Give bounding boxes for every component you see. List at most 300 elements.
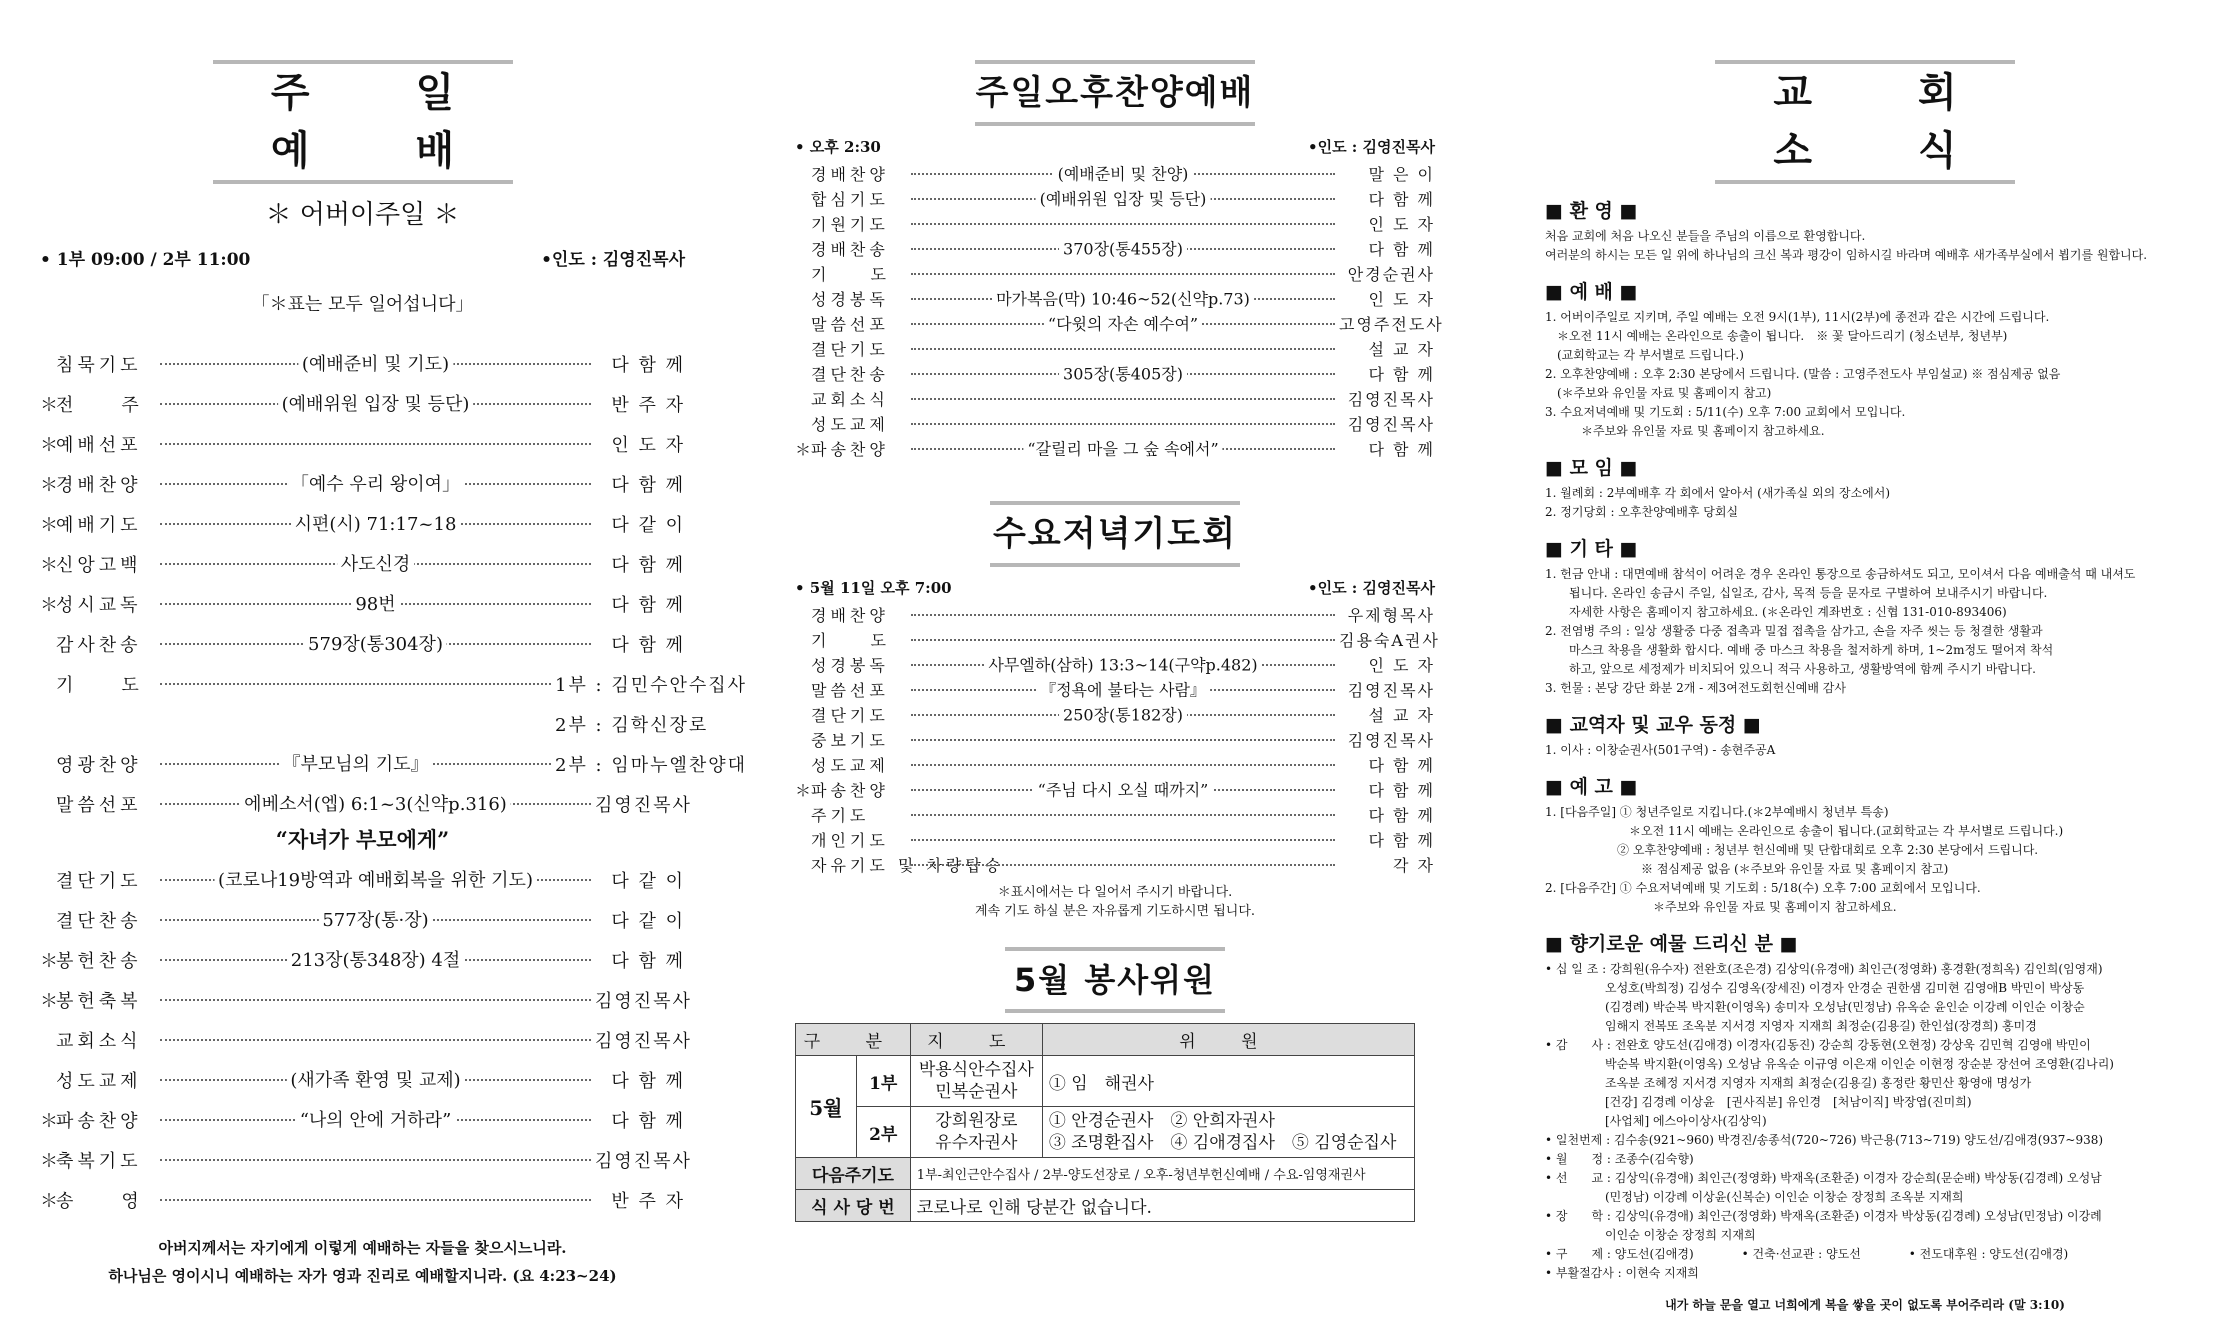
sunday-order-list bbox=[40, 344, 685, 664]
order-mark: ＊ bbox=[40, 991, 58, 1012]
list-item: ② 오후찬양예배 : 청년부 헌신예배 및 단합대회로 오후 2:30 본당에서 드립니다. bbox=[1545, 843, 2039, 857]
dotted-leader bbox=[911, 680, 1335, 699]
offering-list bbox=[1545, 960, 2185, 1283]
order-who: 말 은 이 bbox=[1368, 165, 1435, 184]
list-item: 오성호(박희정) 김성수 김영옥(장세진) 이경자 안경순 권한샘 김미현 김영애B 박민이 박상동 bbox=[1545, 981, 2085, 995]
order-who: 다 함 께 bbox=[611, 635, 685, 656]
order-name: 예배기도 bbox=[56, 515, 142, 536]
order-row bbox=[795, 386, 1435, 411]
order-name: 성경봉독 bbox=[811, 290, 889, 309]
list-item: ※ 점심제공 없음 (＊주보와 유인물 자료 및 홈페이지 참고) bbox=[1545, 862, 1949, 876]
wednesday-info bbox=[795, 577, 1435, 598]
volunteers-title-box bbox=[1005, 947, 1225, 1013]
order-who: 다 함 께 bbox=[1368, 781, 1435, 800]
list-item: 여러분의 하시는 모든 일 위에 하나님의 크신 복과 평강이 임하시길 바라며 예배후 새가족부실에서 뵙기를 원합니다. bbox=[1545, 248, 2148, 262]
lead-cell: 강희원장로 유수자권사 bbox=[910, 1107, 1042, 1158]
list-item: • 부활절감사 : 이현숙 지재희 bbox=[1545, 1266, 1699, 1280]
list-item: 1. 어버이주일로 지키며, 주일 예배는 오전 9시(1부), 11시(2부)에 종전과 같은 시간에 드립니다. bbox=[1545, 310, 2050, 324]
dotted-leader bbox=[911, 189, 1335, 208]
dotted-leader bbox=[160, 1039, 591, 1041]
order-mark: ＊ bbox=[795, 781, 812, 800]
order-name: 경배찬양 bbox=[56, 475, 142, 496]
lead-cell: 박용식안수집사 민복순권사 bbox=[910, 1056, 1042, 1107]
order-who: 김영진목사 bbox=[595, 991, 692, 1012]
order-name: 기 도 bbox=[56, 675, 143, 696]
order-name: 침묵기도 bbox=[56, 355, 142, 376]
dotted-leader bbox=[911, 439, 1335, 458]
order-detail: 579장(통304장) bbox=[304, 630, 447, 656]
order-who: 다 같 이 bbox=[611, 871, 685, 892]
order-row bbox=[795, 211, 1435, 236]
order-who: 김영진목사 bbox=[1347, 390, 1435, 409]
order-row bbox=[40, 900, 685, 940]
dotted-leader bbox=[911, 814, 1335, 816]
wednesday-order-list bbox=[795, 602, 1440, 877]
staff-list bbox=[1545, 741, 2185, 760]
order-row bbox=[40, 544, 685, 584]
worship-heading: ■ 예 배 ■ bbox=[1545, 281, 1638, 303]
members-cell: ① 임 해권사 bbox=[1042, 1056, 1414, 1107]
next-prayer-label: 다음주기도 bbox=[796, 1158, 911, 1190]
order-detail: “주님 다시 오실 때까지” bbox=[1034, 777, 1213, 800]
order-detail: 에베소서(엡) 6:1~3(신약p.316) bbox=[240, 790, 511, 816]
dotted-leader bbox=[911, 764, 1335, 766]
order-who: 다 함 께 bbox=[1368, 806, 1435, 825]
list-item: • 장 학 : 김상익(유경애) 최인근(정영화) 박재옥(조환준) 이경자 박상동(김경례) 오성남(민정남) 이강례 bbox=[1545, 1209, 2102, 1223]
order-who: 김영진목사 bbox=[1347, 415, 1435, 434]
order-name: 송 영 bbox=[56, 1191, 143, 1212]
order-row bbox=[795, 361, 1435, 386]
order-row bbox=[795, 802, 1435, 827]
order-who: 반 주 자 bbox=[611, 395, 685, 416]
order-row bbox=[40, 1180, 685, 1220]
order-who: 김영진목사 bbox=[1347, 731, 1435, 750]
order-who: 다 함 께 bbox=[611, 595, 685, 616]
order-name: 경배찬양 bbox=[811, 606, 889, 625]
news-column bbox=[1545, 60, 2185, 1319]
order-row bbox=[795, 677, 1435, 702]
order-name: 성도교제 bbox=[811, 756, 889, 775]
order-who: 다 함 께 bbox=[611, 475, 685, 496]
order-name: 신앙고백 bbox=[56, 555, 142, 576]
order-row bbox=[40, 384, 685, 424]
list-item: 2. 오후찬양예배 : 오후 2:30 본당에서 드립니다. (말씀 : 고영주전도사 부임설교) ※ 점심제공 없음 bbox=[1545, 367, 2061, 381]
order-detail: 577장(통·장) bbox=[318, 906, 432, 932]
welcome-heading: ■ 환 영 ■ bbox=[1545, 200, 1638, 222]
dotted-leader bbox=[160, 870, 591, 891]
order-who: 다 함 께 bbox=[611, 1111, 685, 1132]
dotted-leader bbox=[911, 273, 1335, 275]
sunday-worship-title-box bbox=[213, 60, 513, 184]
list-item: 처음 교회에 처음 나오신 분들을 주님의 이름으로 환영합니다. bbox=[1545, 229, 1866, 243]
dotted-leader bbox=[160, 1199, 591, 1201]
order-name: 결단기도 bbox=[811, 706, 889, 725]
order-name: 파송찬양 bbox=[56, 1111, 142, 1132]
order-detail: (새가족 환영 및 교제) bbox=[286, 1066, 464, 1092]
dotted-leader bbox=[160, 1110, 591, 1131]
order-name: 경배찬양 bbox=[811, 165, 889, 184]
order-who: 다 함 께 bbox=[1368, 190, 1435, 209]
order-mark: ＊ bbox=[40, 951, 58, 972]
dotted-leader bbox=[911, 864, 1335, 866]
order-row bbox=[795, 852, 1435, 877]
order-row bbox=[795, 827, 1435, 852]
order-row bbox=[40, 464, 685, 504]
news-title-box bbox=[1715, 60, 2015, 184]
order-detail: 「예수 우리 왕이여」 bbox=[287, 470, 464, 496]
afternoon-info bbox=[795, 136, 1435, 157]
order-row bbox=[40, 584, 685, 624]
staff-heading: ■ 교역자 및 교우 동정 ■ bbox=[1545, 714, 1761, 736]
sermon-title: “자녀가 부모에게” bbox=[275, 827, 450, 852]
order-who: 우제형목사 bbox=[1347, 606, 1435, 625]
standing-note: 「＊표는 모두 일어섭니다」 bbox=[251, 294, 474, 315]
order-name: 말씀선포 bbox=[56, 795, 142, 816]
order-row bbox=[795, 336, 1435, 361]
order-detail: 사도신경 bbox=[337, 550, 415, 576]
order-mark: ＊ bbox=[40, 1111, 58, 1132]
middle-column bbox=[795, 60, 1444, 1222]
order-row bbox=[795, 161, 1435, 186]
order-name: 기 도 bbox=[811, 631, 890, 650]
order-row bbox=[795, 186, 1435, 211]
dotted-leader bbox=[911, 739, 1335, 741]
order-row bbox=[40, 424, 685, 464]
offering-heading: ■ 향기로운 예물 드리신 분 ■ bbox=[1545, 933, 1798, 955]
dotted-leader bbox=[160, 754, 551, 775]
dotted-leader bbox=[160, 1159, 591, 1161]
order-row bbox=[795, 311, 1444, 336]
order-detail: 250장(통182장) bbox=[1059, 702, 1187, 725]
order-row bbox=[795, 436, 1435, 461]
order-who: 인 도 자 bbox=[611, 435, 685, 456]
order-detail: (예배준비 및 기도) bbox=[298, 350, 453, 376]
order-name: 말씀선포 bbox=[811, 681, 889, 700]
list-item: 3. 수요저녁예배 및 기도회 : 5/11(수) 오후 7:00 교회에서 모입니다. bbox=[1545, 405, 1906, 419]
dotted-leader bbox=[160, 910, 591, 931]
order-mark: ＊ bbox=[795, 440, 812, 459]
order-who: 2부 : 임마누엘찬양대 bbox=[555, 755, 748, 776]
order-name: 교회소식 bbox=[56, 1031, 142, 1052]
list-item: 하고, 앞으로 세정제가 비치되어 있으니 적극 사용하고, 생활방역에 함께 주시기 바랍니다. bbox=[1545, 662, 2036, 676]
order-detail: 사무엘하(삼하) 13:3~14(구약p.482) bbox=[984, 652, 1261, 675]
order-name: 합심기도 bbox=[811, 190, 889, 209]
order-row bbox=[40, 940, 685, 980]
dotted-leader bbox=[160, 999, 591, 1001]
dotted-leader bbox=[911, 655, 1335, 674]
dotted-leader bbox=[911, 348, 1335, 350]
order-who: 2부 : 김학신장로 bbox=[555, 715, 709, 736]
list-item: ＊주보와 유인물 자료 및 홈페이지 참고하세요. bbox=[1545, 424, 1825, 438]
order-name: 기원기도 bbox=[811, 215, 889, 234]
list-item: 2. 전염병 주의 : 일상 생활중 다중 접촉과 밀접 접촉을 삼가고, 손을 자주 씻는 등 청결한 생활과 bbox=[1545, 624, 2043, 638]
dotted-leader bbox=[911, 223, 1335, 225]
dotted-leader bbox=[911, 364, 1335, 383]
order-who: 다 함 께 bbox=[611, 355, 685, 376]
order-row bbox=[40, 344, 685, 384]
list-item: ＊오전 11시 예배는 온라인으로 송출이 됩니다.(교회학교는 각 부서별로 드립니다.) bbox=[1545, 824, 2064, 838]
notice-heading: ■ 예 고 ■ bbox=[1545, 776, 1638, 798]
order-name: 개인기도 bbox=[811, 831, 889, 850]
order-row bbox=[40, 664, 748, 704]
order-row bbox=[40, 1060, 685, 1100]
etc-heading: ■ 기 타 ■ bbox=[1545, 538, 1638, 560]
list-item: 1. 월례회 : 2부예배후 각 회에서 알아서 (새가족실 외의 장소에서) bbox=[1545, 486, 1891, 500]
order-row bbox=[40, 1020, 692, 1060]
order-row bbox=[40, 860, 685, 900]
order-who: 인 도 자 bbox=[1368, 290, 1435, 309]
order-name: 결단기도 bbox=[811, 340, 889, 359]
meal-label: 식 사 당 번 bbox=[796, 1190, 911, 1222]
list-item: 1. [다음주일] ① 청년주일로 지킵니다.(＊2부예배시 청년부 특송) bbox=[1545, 805, 1889, 819]
order-who: 김영진목사 bbox=[595, 795, 692, 816]
dotted-leader bbox=[160, 634, 591, 655]
order-name: 말씀선포 bbox=[811, 315, 889, 334]
order-name: 중보기도 bbox=[811, 731, 889, 750]
meeting-list bbox=[1545, 484, 2185, 522]
sunday-worship-title: 주 일 예 배 bbox=[270, 70, 501, 174]
order-who: 설 교 자 bbox=[1368, 706, 1435, 725]
dotted-leader bbox=[160, 594, 591, 615]
order-who: 다 함 께 bbox=[611, 1071, 685, 1092]
dotted-leader bbox=[160, 394, 591, 415]
list-item: (교회학교는 각 부서별로 드립니다.) bbox=[1545, 348, 1744, 362]
dotted-leader bbox=[911, 398, 1335, 400]
list-item: 이인순 이창순 장정희 지재희 bbox=[1545, 1228, 1756, 1242]
order-name: 경배찬송 bbox=[811, 240, 889, 259]
order-mark: ＊ bbox=[40, 515, 58, 536]
order-mark: ＊ bbox=[40, 475, 58, 496]
list-item: 됩니다. 온라인 송금시 주일, 십일조, 감사, 목적 등을 문자로 구별하여 보내주시기 바랍니다. bbox=[1545, 586, 2048, 600]
order-row bbox=[795, 286, 1435, 311]
order-mark: ＊ bbox=[40, 435, 58, 456]
order-detail: (코로나19방역과 예배회복을 위한 기도) bbox=[214, 866, 537, 892]
list-item: 1. 헌금 안내 : 대면예배 참석이 어려운 경우 온라인 통장으로 송금하셔도 되고, 모이셔서 다음 예배출석 때 내셔도 bbox=[1545, 567, 2136, 581]
list-item: [건강] 김경례 이상윤 [권사직분] 유인경 [처남이직] 박장엽(진미희) bbox=[1545, 1095, 1972, 1109]
afternoon-title: 주일오후찬양예배 bbox=[975, 73, 1255, 113]
order-detail: 213장(통348장) 4절 bbox=[287, 946, 464, 972]
order-name: 봉헌찬송 bbox=[56, 951, 142, 972]
news-title: 교 회 소 식 bbox=[1773, 70, 2003, 174]
members-line: ③ 조명환집사 ④ 김애경집사 ⑤ 김영순집사 bbox=[1048, 1133, 1397, 1153]
order-name: 영광찬양 bbox=[56, 755, 142, 776]
order-detail: 시편(시) 71:17~18 bbox=[291, 510, 461, 536]
dotted-leader bbox=[911, 314, 1335, 333]
order-who: 다 함 께 bbox=[1368, 756, 1435, 775]
list-item: 1. 이사 : 이창순권사(501구역) - 송현주공A bbox=[1545, 743, 1776, 757]
order-detail: 98번 bbox=[351, 590, 399, 616]
wednesday-note bbox=[795, 883, 1435, 921]
afternoon-title-box bbox=[975, 60, 1255, 126]
next-prayer-value: 1부-최인근안수집사 / 2부-양도선장로 / 오후-청년부헌신예배 / 수요-임영재권사 bbox=[910, 1158, 1414, 1190]
order-detail: 마가복음(막) 10:46~52(신약p.73) bbox=[992, 286, 1254, 309]
dotted-leader bbox=[911, 289, 1335, 308]
volunteers-table bbox=[795, 1023, 1415, 1222]
order-name: 파송찬양 bbox=[811, 781, 889, 800]
order-row bbox=[795, 261, 1435, 286]
list-item: 박순복 박지환(이영옥) 오성남 유옥순 이규영 이은재 이인순 이현정 장순분 장선여 조영환(김나리) bbox=[1545, 1057, 2114, 1071]
dotted-leader bbox=[911, 614, 1335, 616]
list-item: (＊주보와 유인물 자료 및 홈페이지 참고) bbox=[1545, 386, 1772, 400]
order-detail: (예배위원 입장 및 등단) bbox=[1036, 186, 1211, 209]
dotted-leader bbox=[911, 839, 1335, 841]
wednesday-title-box bbox=[990, 501, 1240, 567]
month-cell: 5월 bbox=[796, 1056, 857, 1158]
order-name: 축복기도 bbox=[56, 1151, 142, 1172]
order-row bbox=[40, 704, 709, 744]
order-row bbox=[795, 627, 1440, 652]
order-who: 김영진목사 bbox=[595, 1031, 692, 1052]
sunday-footer bbox=[40, 1234, 685, 1290]
note-line: 계속 기도 하실 분은 자유롭게 기도하시면 됩니다. bbox=[974, 904, 1256, 919]
order-name: 기 도 bbox=[811, 265, 890, 284]
order-row bbox=[40, 624, 685, 664]
list-item: 임해지 전복또 조옥분 지서경 지영자 지재희 최정순(김용길) 한인섭(장경희) 홍미경 bbox=[1545, 1019, 2037, 1033]
order-who: 고영주전도사 bbox=[1339, 315, 1444, 334]
afternoon-order-list bbox=[795, 161, 1444, 461]
footer-line: 아버지께서는 자기에게 이렇게 예배하는 자들을 찾으시느니라. bbox=[158, 1239, 567, 1257]
order-who: 다 함 께 bbox=[1368, 365, 1435, 384]
list-item: 자세한 사항은 홈페이지 참고하세요. (＊온라인 계좌번호 : 신협 131-010-893406) bbox=[1545, 605, 2007, 619]
dotted-leader bbox=[911, 639, 1335, 641]
sunday-time: • 1부 09:00 / 2부 11:00 bbox=[40, 250, 251, 270]
order-name: 파송찬양 bbox=[811, 440, 889, 459]
order-row bbox=[40, 744, 748, 784]
order-row bbox=[795, 236, 1435, 261]
order-name: 성도교제 bbox=[811, 415, 889, 434]
dotted-leader bbox=[160, 950, 591, 971]
order-name: 교회소식 bbox=[811, 390, 889, 409]
dotted-leader bbox=[911, 423, 1335, 425]
dotted-leader bbox=[160, 794, 591, 815]
order-name: 결단찬송 bbox=[56, 911, 142, 932]
list-item: ＊오전 11시 예배는 온라인으로 송출이 됩니다. ※ 꽃 달아드리기 (청소년부, 청년부) bbox=[1545, 329, 2008, 343]
order-name: 예배선포 bbox=[56, 435, 142, 456]
order-who: 김영진목사 bbox=[1347, 681, 1435, 700]
order-who: 인 도 자 bbox=[1368, 656, 1435, 675]
order-detail: “갈릴리 마을 그 숲 속에서” bbox=[1023, 436, 1222, 459]
list-item: • 월 정 : 조종수(김숙향) bbox=[1545, 1152, 1694, 1166]
order-who: 다 같 이 bbox=[611, 911, 685, 932]
dotted-leader bbox=[160, 354, 591, 375]
wednesday-leader: •인도 : 김영진목사 bbox=[1308, 579, 1435, 597]
order-mark: ＊ bbox=[40, 1191, 58, 1212]
wednesday-title: 수요저녁기도회 bbox=[993, 514, 1237, 554]
order-row bbox=[795, 777, 1435, 802]
welcome-list bbox=[1545, 227, 2185, 265]
order-name: 봉헌축복 bbox=[56, 991, 142, 1012]
order-row bbox=[40, 784, 692, 824]
order-detail: (예배준비 및 찬양) bbox=[1054, 161, 1193, 184]
order-name: 주기도 bbox=[811, 806, 870, 825]
news-footer: 내가 하늘 문을 열고 너희에게 복을 쌓을 곳이 없도록 부어주리라 (말 3:10) bbox=[1665, 1298, 2065, 1312]
order-who: 다 함 께 bbox=[1368, 831, 1435, 850]
order-who: 다 함 께 bbox=[611, 951, 685, 972]
worship-list bbox=[1545, 308, 2185, 441]
list-item: (민정남) 이강례 이상윤(신복순) 이인순 이창순 장정희 조옥분 지재희 bbox=[1545, 1190, 1964, 1204]
sunday-leader: •인도 : 김영진목사 bbox=[541, 250, 685, 270]
order-name: 결단찬송 bbox=[811, 365, 889, 384]
dotted-leader bbox=[911, 239, 1335, 258]
afternoon-time: • 오후 2:30 bbox=[795, 138, 881, 156]
members-cell bbox=[1042, 1107, 1414, 1158]
order-row bbox=[795, 752, 1435, 777]
order-name: 전 주 bbox=[56, 395, 143, 416]
order-who: 김용숙A권사 bbox=[1339, 631, 1440, 650]
order-name: 자유기도 및 차량탑승 bbox=[811, 856, 1005, 875]
afternoon-leader: •인도 : 김영진목사 bbox=[1308, 138, 1435, 156]
order-detail: “나의 안에 거하라” bbox=[296, 1106, 456, 1132]
order-detail: (예배위원 입장 및 등단) bbox=[278, 390, 474, 416]
order-row bbox=[795, 702, 1435, 727]
volunteers-title: 5월 봉사위원 bbox=[1014, 961, 1216, 999]
order-row bbox=[795, 652, 1435, 677]
order-who: 다 함 께 bbox=[1368, 240, 1435, 259]
dotted-leader bbox=[160, 554, 591, 575]
dotted-leader bbox=[160, 443, 591, 445]
order-detail: “다윗의 자손 예수여” bbox=[1044, 311, 1202, 334]
notice-list bbox=[1545, 803, 2185, 917]
order-name: 성시교독 bbox=[56, 595, 142, 616]
dotted-leader bbox=[911, 705, 1335, 724]
order-who: 다 같 이 bbox=[611, 515, 685, 536]
list-item: 조옥분 조혜정 지서경 지영자 지재희 최정순(김용길) 홍정란 황민산 황영애 명성가 bbox=[1545, 1076, 2032, 1090]
dotted-leader bbox=[160, 474, 591, 495]
meeting-heading: ■ 모 임 ■ bbox=[1545, 457, 1638, 479]
order-mark: ＊ bbox=[40, 555, 58, 576]
sunday-order-list-2 bbox=[40, 744, 748, 824]
order-who: 안경순권사 bbox=[1347, 265, 1435, 284]
order-detail: 『부모님의 기도』 bbox=[278, 750, 432, 776]
order-who: 설 교 자 bbox=[1368, 340, 1435, 359]
order-who: 다 함 께 bbox=[1368, 440, 1435, 459]
list-item: 2. 정기당회 : 오후찬양예배후 당회실 bbox=[1545, 505, 1739, 519]
part-cell: 1부 bbox=[856, 1056, 910, 1107]
list-item: [사업체] 에스아이상사(김상익) bbox=[1545, 1114, 1767, 1128]
table-header: 지 도 bbox=[910, 1024, 1042, 1056]
part-cell: 2부 bbox=[856, 1107, 910, 1158]
order-name: 성경봉독 bbox=[811, 656, 889, 675]
order-row bbox=[795, 411, 1435, 436]
order-who: 반 주 자 bbox=[611, 1191, 685, 1212]
members-line: ① 안경순권사 ② 안희자권사 bbox=[1048, 1111, 1275, 1131]
meal-value: 코로나로 인해 당분간 없습니다. bbox=[910, 1190, 1414, 1222]
order-mark: ＊ bbox=[40, 1151, 58, 1172]
order-row bbox=[40, 1140, 692, 1180]
order-detail: 『정욕에 불타는 사람』 bbox=[1036, 677, 1210, 700]
order-who: 다 함 께 bbox=[611, 555, 685, 576]
order-name: 감사찬송 bbox=[56, 635, 142, 656]
order-name: 성도교제 bbox=[56, 1071, 142, 1092]
sunday-subtitle: ＊ 어버이주일 ＊ bbox=[265, 200, 460, 230]
order-name: 결단기도 bbox=[56, 871, 142, 892]
order-mark: ＊ bbox=[40, 395, 58, 416]
sunday-info bbox=[40, 245, 685, 270]
list-item: 마스크 착용을 생활화 합시다. 예배 중 마스크 착용을 철저하게 하며, 1~2m정도 떨어져 착석 bbox=[1545, 643, 2054, 657]
order-row bbox=[40, 504, 685, 544]
dotted-leader bbox=[160, 514, 591, 535]
list-item: • 십 일 조 : 강희원(유수자) 전완호(조은경) 김상익(유경애) 최인근(정영화) 홍경환(정희옥) 김인희(임영재) bbox=[1545, 962, 2103, 976]
order-row bbox=[795, 602, 1435, 627]
dotted-leader bbox=[911, 164, 1335, 183]
note-line: ＊표시에서는 다 일어서 주시기 바랍니다. bbox=[997, 885, 1233, 900]
list-item: (김경례) 박순복 박지환(이영옥) 송미자 오성남(민정남) 유옥순 윤인순 이강례 이인순 이창순 bbox=[1545, 1000, 2085, 1014]
sunday-worship-section bbox=[40, 60, 748, 1290]
order-row bbox=[795, 727, 1435, 752]
wednesday-time: • 5월 11일 오후 7:00 bbox=[795, 579, 952, 597]
footer-line: 하나님은 영이시니 예배하는 자가 영과 진리로 예배할지니라. (요 4:23~24) bbox=[108, 1267, 617, 1285]
list-item: 2. [다음주간] ① 수요저녁예배 및 기도회 : 5/18(수) 오후 7:00 교회에서 모입니다. bbox=[1545, 881, 1981, 895]
